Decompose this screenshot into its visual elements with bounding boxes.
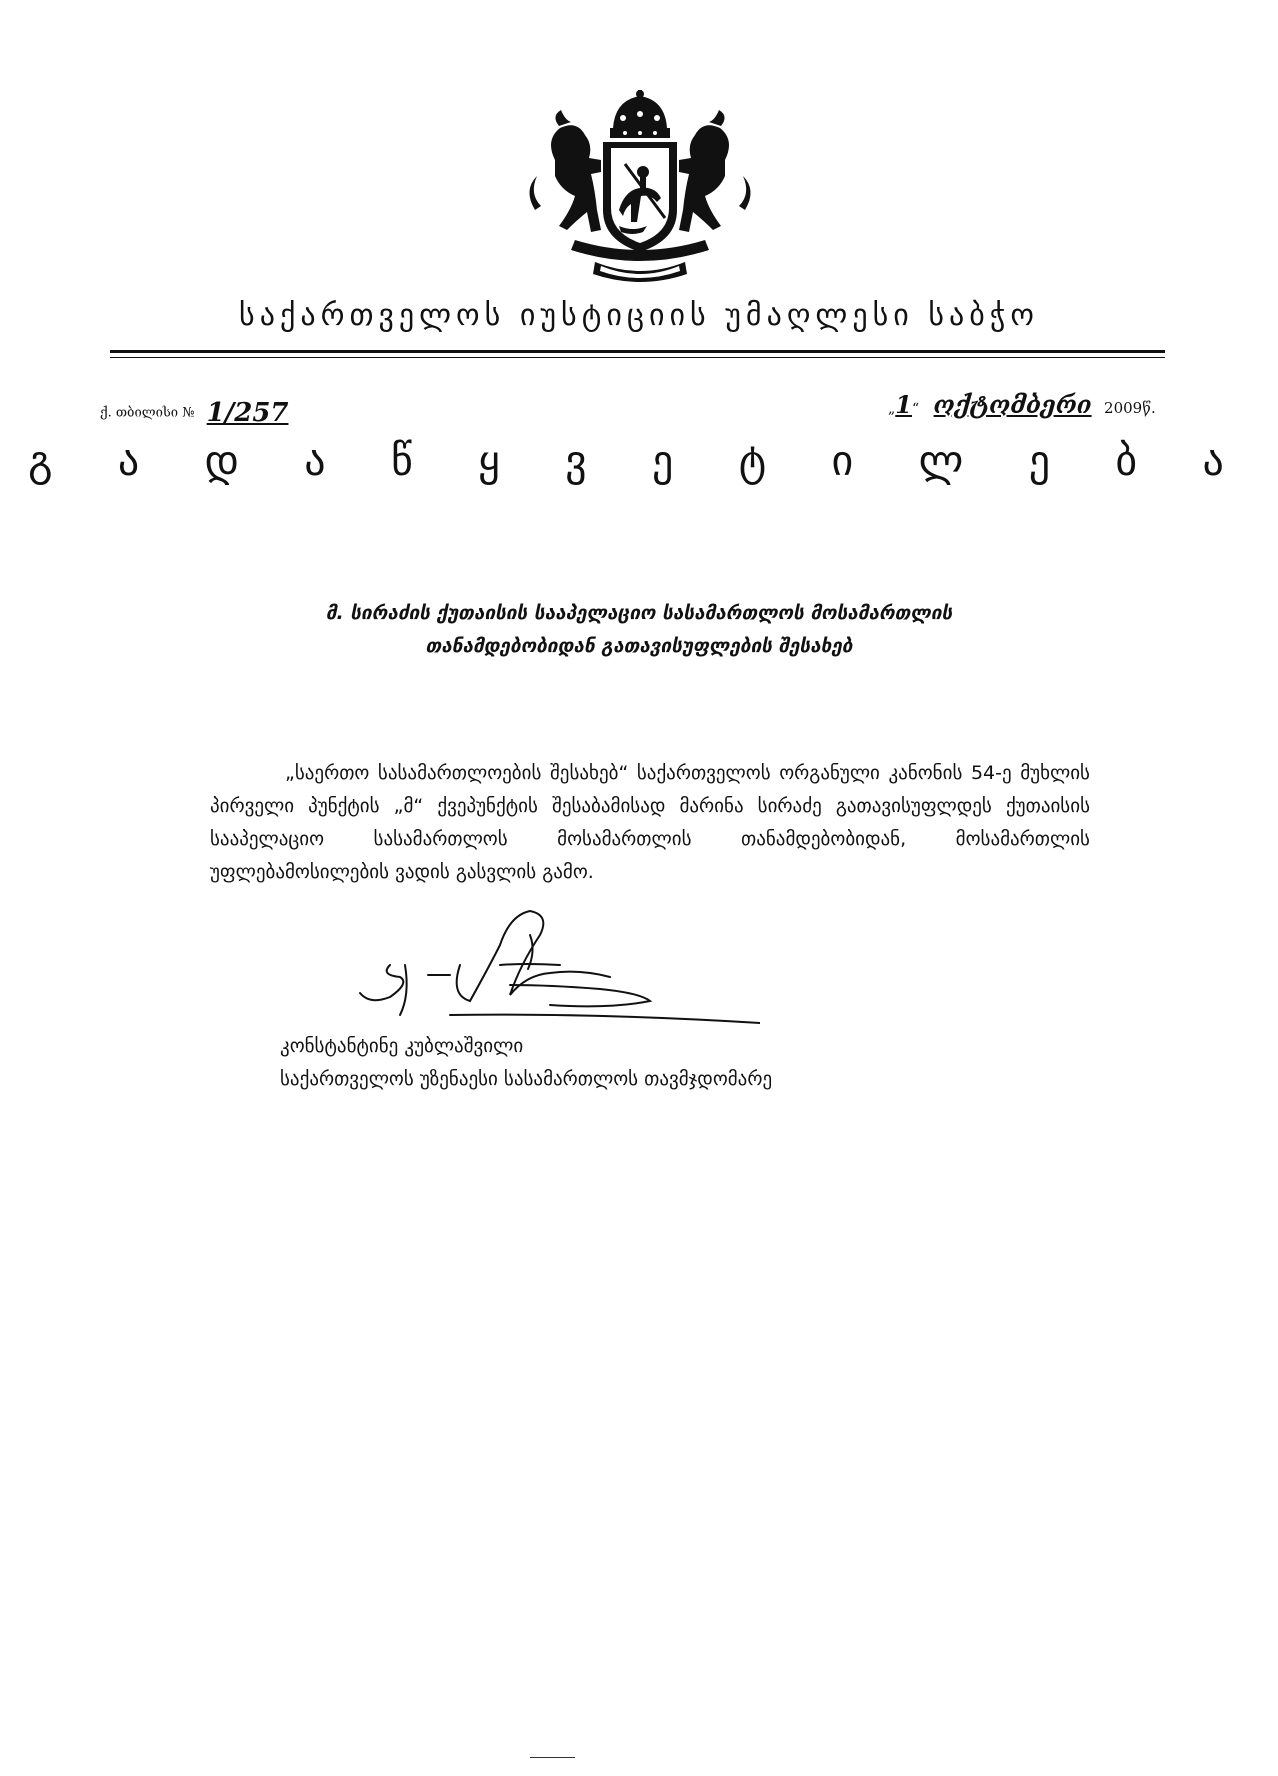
document-number-value: 1/257: [206, 398, 289, 428]
header-rule-thin: [110, 357, 1165, 358]
signer-name: კონსტანტინე კუბლაშვილი: [280, 1035, 524, 1057]
date-day: 1: [895, 390, 912, 419]
document-subject: [200, 597, 1078, 663]
handwritten-signature: [350, 905, 760, 1035]
quote-open-mark: „: [888, 401, 896, 417]
coat-of-arms-emblem: [515, 90, 765, 290]
signer-title: საქართველოს უზენაესი სასამართლოს თავმჯდომარე: [280, 1068, 773, 1090]
header-rule-thick: [110, 350, 1165, 353]
quote-close-mark: “: [911, 401, 920, 417]
institution-title: საქართველოს იუსტიციის უმაღლესი საბჭო: [239, 298, 1039, 333]
date-year: 2009წ.: [1104, 399, 1156, 417]
document-number-row: [100, 398, 289, 428]
subject-line-1: მ. სირაძის ქუთაისის სააპელაციო სასამართლოს მოსამართლის: [325, 602, 953, 624]
subject-line-2: თანამდებობიდან გათავისუფლების შესახებ: [425, 635, 853, 657]
document-type-heading: გ ა დ ა წ ყ ვ ე ტ ი ლ ე ბ ა: [28, 436, 1250, 485]
footer-scan-mark: [530, 1757, 575, 1758]
resolution-body: „საერთო სასამართლოების შესახებ“ საქართველოს ორგანული კანონის 54-ე მუხლის პირველი პუნქტის „მ“ ქვეპუნქტის შესაბამისად მარინა სირაძე გათავისუფლდეს ქუთაისის სააპელაციო სასამართლოს მოსამართლის თანამდებობიდან, მოსამართლის უფლებამოსილების ვადის გასვლის გამო.: [210, 762, 1090, 883]
date-month: ოქტომბერი: [933, 390, 1092, 419]
document-number-label: ქ. თბილისი №: [100, 405, 195, 421]
document-date-row: [888, 390, 1156, 419]
